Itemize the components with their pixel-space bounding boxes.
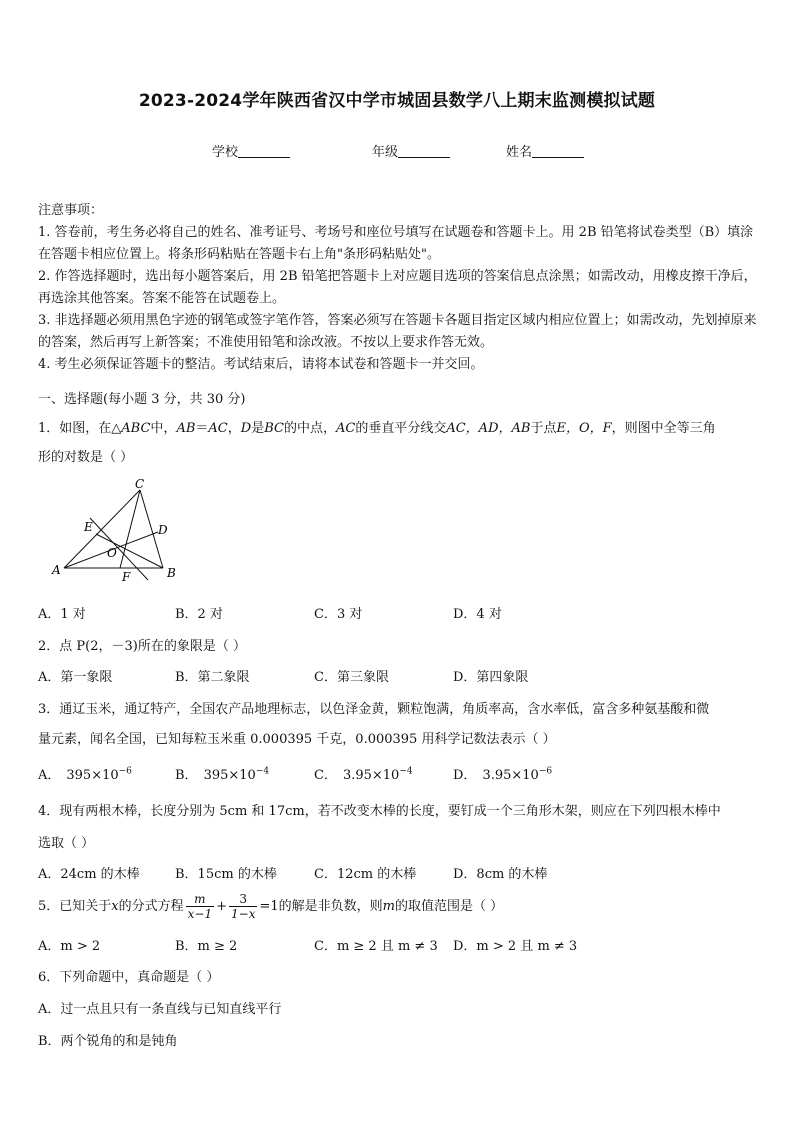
q3-option-d <box>453 764 552 783</box>
q4-option-c: C．12cm 的木棒 <box>314 867 417 882</box>
segment-cf <box>120 490 140 568</box>
q1-option-c: C．3 对 <box>314 607 363 622</box>
point-label-c: C <box>135 478 145 491</box>
page-title: 2023-2024学年陕西省汉中学市城固县数学八上期末监测模拟试题 <box>138 91 656 111</box>
grade-blank <box>398 145 450 158</box>
q2-option-a: A．第一象限 <box>38 670 113 685</box>
option-exponent: −6 <box>538 766 553 777</box>
q1-text: 的垂直平分线交 <box>355 421 447 436</box>
q1-var: BC <box>264 421 284 436</box>
fraction-denominator: x−1 <box>187 907 213 921</box>
note-item: 3. 非选择题必须用黑色字迹的钢笔或签字笔作答，答案必须写在答题卡各题目指定区域内相应位置上；如需改动，先划掉原来的答案，然后再写上新答案；不准使用铅笔和涂改液。不按以上要求作答无效。 <box>38 313 757 350</box>
q1-text: 的中点， <box>283 421 336 436</box>
q1-text: ，则图中全等三角 <box>611 421 716 436</box>
note-item: 4. 考生必须保证答题卡的整洁。考试结束后，请将本试卷和答题卡一并交回。 <box>38 357 484 372</box>
fraction-1 <box>186 892 214 921</box>
point-label-e: E <box>84 520 93 534</box>
q2-stem: 2．点 P(2，－3)所在的象限是（ ） <box>38 639 246 654</box>
q2-option-b: B．第二象限 <box>175 670 250 685</box>
name-field <box>506 141 584 160</box>
q5-text: 的取值范围是（ ） <box>395 899 504 914</box>
q1-text: ＝ <box>195 421 209 436</box>
q5-stem <box>38 889 762 925</box>
q1-text: 1．如图，在△ <box>38 421 122 436</box>
point-label-f: F <box>122 570 131 584</box>
q2-option-d: D．第四象限 <box>453 670 529 685</box>
option-exponent: −6 <box>118 766 132 777</box>
option-label: A． <box>38 768 61 783</box>
q6-option-b: B．两个锐角的和是钝角 <box>38 1034 178 1049</box>
option-label: C． <box>314 768 337 783</box>
school-label: 学校 <box>212 145 239 160</box>
q5-option-a: A．m > 2 <box>38 939 101 954</box>
note-item: 2. 作答选择题时，选出每小题答案后，用 2B 铅笔把答题卡上对应题目选项的答案信息点涂黑；如需改动，用橡皮擦干净后，再选涂其他答案。答案不能答在试题卷上。 <box>38 269 757 306</box>
q1-var: E，O，F <box>556 421 612 436</box>
q5-text: + <box>216 899 228 914</box>
point-label-o: O <box>107 546 117 560</box>
q1-var: ABC <box>121 421 151 436</box>
grade-label: 年级 <box>372 145 399 160</box>
q5-text: =1 <box>259 899 279 914</box>
option-label: B． <box>175 768 198 783</box>
option-value: 3.95×10 <box>482 768 539 783</box>
q4-stem-line1: 4．现有两根木棒，长度分别为 5cm 和 17cm，若不改变木棒的长度，要钉成一个三角形木架，则应在下列四根木棒中 <box>38 804 721 819</box>
section-heading: 一、选择题(每小题 3 分，共 30 分) <box>38 392 246 407</box>
q3-option-b <box>175 764 269 783</box>
q5-var: x <box>111 899 119 914</box>
notes-section <box>38 200 760 376</box>
q1-text: ， <box>227 421 241 436</box>
q1-var: AC，AD，AB <box>446 421 531 436</box>
q1-var: AC <box>335 421 356 436</box>
fraction-denominator: 1−x <box>231 907 256 921</box>
q1-text: 中， <box>150 421 177 436</box>
fraction-numerator: 3 <box>229 892 257 907</box>
q5-text: 的解是非负数，则 <box>278 899 383 914</box>
perpendicular-bisector <box>90 518 148 580</box>
q1-stem-line1 <box>38 417 762 436</box>
q1-stem-line2: 形的对数是（ ） <box>38 450 134 465</box>
q1-option-d: D．4 对 <box>453 607 502 622</box>
school-field <box>212 141 290 160</box>
q4-stem-line2: 选取（ ） <box>38 836 95 851</box>
q4-option-a: A．24cm 的木棒 <box>38 867 140 882</box>
q1-text: 于点 <box>530 421 557 436</box>
q4-option-d: D．8cm 的木棒 <box>453 867 548 882</box>
point-label-d: D <box>158 523 168 537</box>
q4-option-b: B．15cm 的木棒 <box>175 867 277 882</box>
notes-heading: 注意事项： <box>38 203 104 218</box>
option-exponent: −4 <box>399 766 413 777</box>
fraction-numerator: m <box>186 892 214 907</box>
q5-option-d: D．m > 2 且 m ≠ 3 <box>453 939 578 954</box>
name-blank <box>532 145 584 158</box>
option-value: 395×10 <box>203 768 256 783</box>
school-blank <box>238 145 290 158</box>
option-value: 3.95×10 <box>342 768 400 783</box>
q2-option-c: C．第三象限 <box>314 670 389 685</box>
point-label-a: A <box>52 563 61 577</box>
q5-text: 5．已知关于 <box>38 899 112 914</box>
note-item: 1. 答卷前，考生务必将自己的姓名、准考证号、考场号和座位号填写在试题卷和答题卡上。用 2B 铅笔将试卷类型（B）填涂在答题卡相应位置上。将条形码粘贴在答题卡右上角"条形码粘贴处"。 <box>38 225 754 262</box>
name-label: 姓名 <box>506 145 533 160</box>
option-exponent: −4 <box>255 766 270 777</box>
q1-text: 是 <box>251 421 265 436</box>
q1-option-b: B．2 对 <box>175 607 223 622</box>
q3-stem-line1: 3．通辽玉米，通辽特产，全国农产品地理标志，以色泽金黄，颗粒饱满，角质率高，含水率低，富含多种氨基酸和微 <box>38 702 710 717</box>
q6-stem: 6．下列命题中，真命题是（ ） <box>38 970 220 985</box>
q5-text: 的分式方程 <box>118 899 184 914</box>
grade-field <box>372 141 450 160</box>
q5-var: m <box>382 899 395 914</box>
q1-option-a: A．1 对 <box>38 607 86 622</box>
q3-option-a <box>38 764 132 783</box>
q3-stem-line2: 量元素，闻名全国，已知每粒玉米重 0.000395 千克，0.000395 用科学记数法表示（ ） <box>38 732 556 747</box>
q1-var: AB <box>176 421 196 436</box>
fraction-2 <box>229 892 257 921</box>
q1-var: D <box>240 421 252 436</box>
option-label: D． <box>453 768 477 783</box>
q5-option-c: C．m ≥ 2 且 m ≠ 3 <box>314 939 438 954</box>
point-label-b: B <box>167 566 176 580</box>
option-value: 395×10 <box>66 768 119 783</box>
q6-option-a: A．过一点且只有一条直线与已知直线平行 <box>38 1002 282 1017</box>
q3-option-c <box>314 764 413 783</box>
segment-ac <box>64 490 140 568</box>
q1-var: AC <box>208 421 228 436</box>
q5-option-b: B．m ≥ 2 <box>175 939 238 954</box>
triangle-figure <box>48 478 188 588</box>
